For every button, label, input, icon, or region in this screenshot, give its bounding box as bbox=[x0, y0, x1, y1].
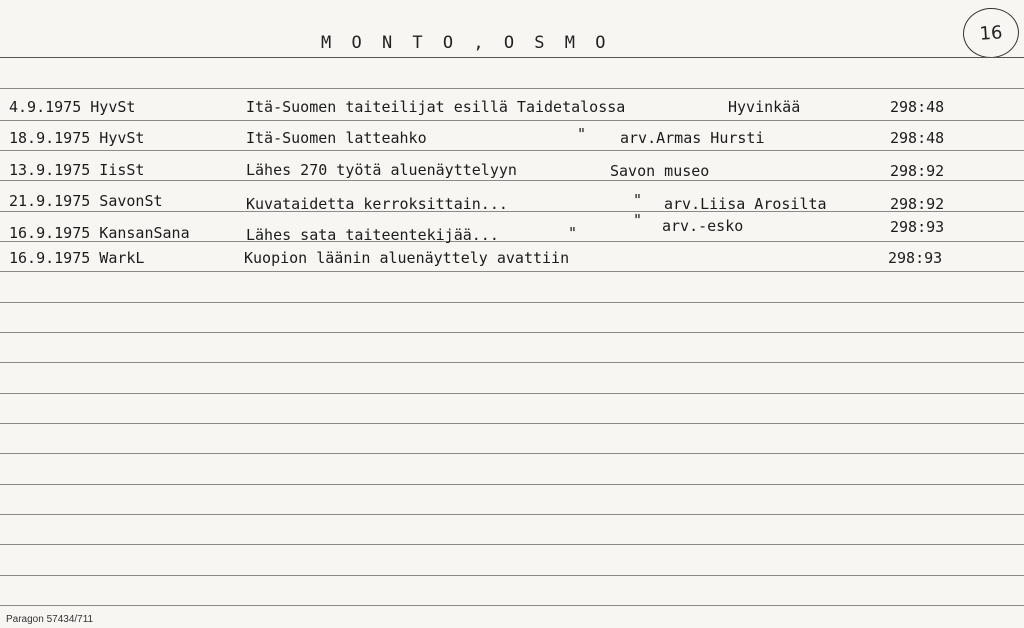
entry-date-source: 16.9.1975 KansanSana bbox=[9, 224, 190, 242]
entry-note: arv.-esko bbox=[662, 217, 744, 235]
entry-reference: 298:92 bbox=[890, 195, 945, 213]
entry-reference: 298:93 bbox=[888, 249, 943, 267]
ruled-line bbox=[0, 393, 1024, 394]
ruled-line bbox=[0, 271, 1024, 272]
ruled-line bbox=[0, 302, 1024, 303]
card-number-circle bbox=[961, 6, 1020, 60]
ruled-line bbox=[0, 88, 1024, 89]
entry-ditto-mark: " bbox=[577, 125, 587, 143]
entry-reference: 298:93 bbox=[890, 218, 945, 236]
ruled-line bbox=[0, 544, 1024, 545]
entry-date-source: 21.9.1975 SavonSt bbox=[9, 192, 163, 210]
ruled-line bbox=[0, 605, 1024, 606]
ruled-line bbox=[0, 423, 1024, 424]
entry-headline: Itä-Suomen taiteilijat esillä Taidetalossa bbox=[246, 98, 626, 116]
entry-headline: Itä-Suomen latteahko bbox=[246, 129, 427, 147]
entry-ditto-mark: " bbox=[633, 211, 643, 229]
ruled-line bbox=[0, 484, 1024, 485]
entry-ditto-mark: " bbox=[633, 191, 643, 209]
entry-headline: Kuvataidetta kerroksittain... bbox=[246, 195, 508, 213]
entry-reference: 298:48 bbox=[890, 98, 945, 116]
ruled-line bbox=[0, 514, 1024, 515]
entry-headline: Lähes sata taiteentekijää... bbox=[246, 226, 499, 244]
card-footer-printer: Paragon 57434/711 bbox=[6, 614, 94, 625]
entry-reference: 298:48 bbox=[890, 129, 945, 147]
entry-note: Hyvinkää bbox=[728, 98, 801, 116]
card-title: M O N T O , O S M O bbox=[321, 33, 611, 53]
ruled-line bbox=[0, 453, 1024, 454]
entry-date-source: 16.9.1975 WarkL bbox=[9, 249, 145, 267]
entry-note: Savon museo bbox=[610, 162, 710, 180]
header-divider bbox=[0, 57, 1024, 58]
entry-headline: Kuopion läänin aluenäyttely avattiin bbox=[244, 249, 570, 267]
ruled-line bbox=[0, 332, 1024, 333]
entry-date-source: 13.9.1975 IisSt bbox=[9, 161, 145, 179]
entry-ditto-mark: " bbox=[568, 224, 578, 242]
entry-note: arv.Liisa Arosilta bbox=[664, 195, 827, 213]
entry-reference: 298:92 bbox=[890, 162, 945, 180]
ruled-line bbox=[0, 575, 1024, 576]
ruled-line bbox=[0, 150, 1024, 151]
card-number: 16 bbox=[978, 21, 1004, 45]
entry-headline: Lähes 270 työtä aluenäyttelyyn bbox=[246, 161, 517, 179]
ruled-line bbox=[0, 211, 1024, 212]
entry-date-source: 18.9.1975 HyvSt bbox=[9, 129, 145, 147]
ruled-line bbox=[0, 362, 1024, 363]
ruled-line bbox=[0, 120, 1024, 121]
ruled-line bbox=[0, 180, 1024, 181]
entry-date-source: 4.9.1975 HyvSt bbox=[9, 98, 136, 116]
entry-note: arv.Armas Hursti bbox=[620, 129, 765, 147]
